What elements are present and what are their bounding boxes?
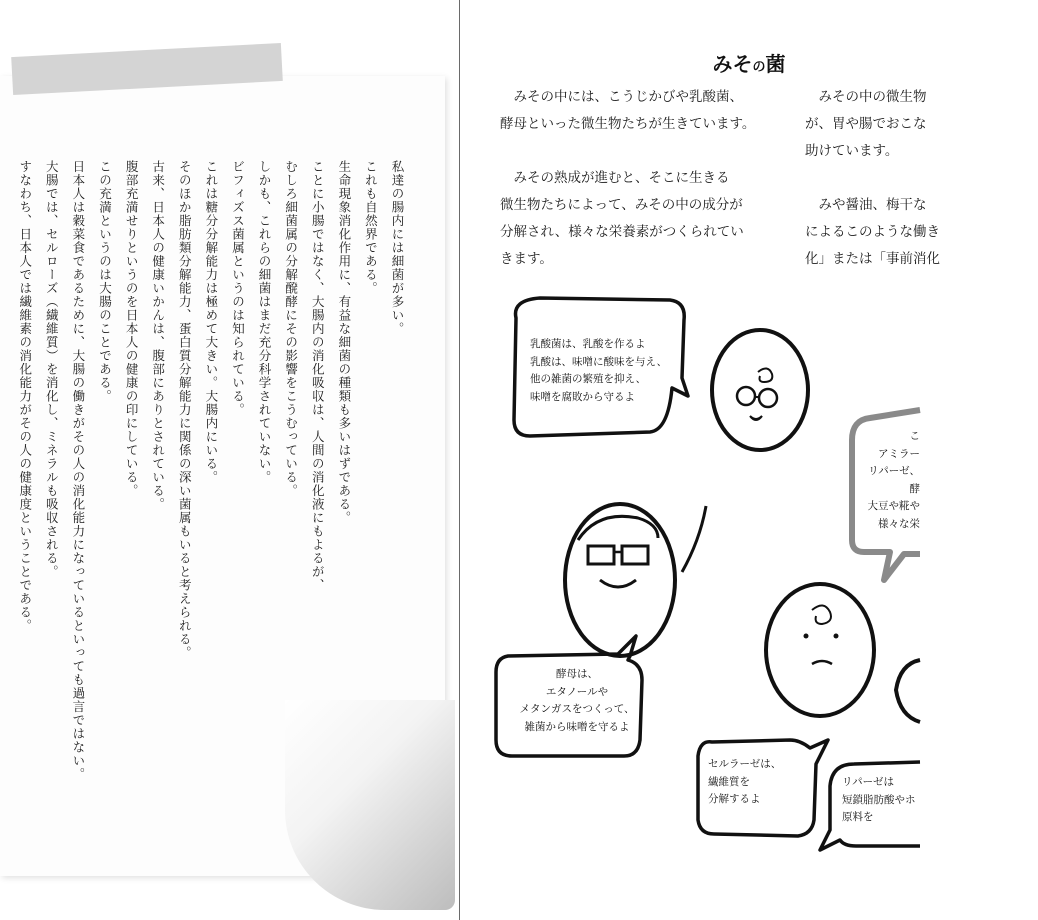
body-column-1: みその中には、こうじかびや乳酸菌、 酵母といった微生物たちが生きています。 みその熟成が進むと、そこに生きる 微生物たちによって、みその中の成分が 分解され、様々な栄養素がつくられてい きます。 <box>500 89 756 267</box>
left-page <box>0 0 459 920</box>
essay-line: ビフィズス菌属というのは知られている。 <box>230 160 246 417</box>
yeast-microbe-character <box>565 504 706 656</box>
right-page <box>460 0 940 920</box>
essay-line: 腹部充満せりというのを日本人の健康の印にしている。 <box>124 160 140 498</box>
essay-line: ことに小腸ではなく、大腸内の消化吸収は、人間の消化液にもよるが、 <box>310 160 326 592</box>
essay-line: これは糖分分解能力は極めて大きい。大腸内にいる。 <box>203 160 219 484</box>
cellulase-microbe-character <box>766 584 874 716</box>
body-column-2: みその中の微生物 が、胃や腸でおこな 助けています。 みや醤油、梅干な によるこのような働き 化」または「事前消化 <box>805 89 940 267</box>
title-particle: の <box>752 60 766 75</box>
essay-line: すなわち、日本人では繊維素の消化能力がその人の健康度ということである。 <box>17 160 33 633</box>
essay-line: この充満というのは大腸のことである。 <box>97 160 113 403</box>
bubble-text-yeast: 酵母は、 エタノールや メタンガスをつくって、 雑菌から味噌を守るよ <box>519 668 635 733</box>
essay-line: 日本人は穀菜食であるために、大腸の働きがその人の消化能力になっているといっても過言ではない。 <box>70 160 86 781</box>
title-end: 菌 <box>765 52 786 76</box>
essay-line: しかも、これらの細菌はまだ充分科学されていない。 <box>257 160 273 484</box>
essay-line: 古来、日本人の健康いかんは、腹部にありとされている。 <box>150 160 166 511</box>
vertical-essay <box>0 160 410 840</box>
essay-line: むしろ細菌属の分解醗酵にその影響をこうむっている。 <box>283 160 299 498</box>
lactic-microbe-character <box>712 330 808 450</box>
essay-line: 大腸では、セルローズ（繊維質）を消化し、ミネラルも吸収される。 <box>44 160 60 579</box>
bubble-text-lipase: リパーゼは 短鎖脂肪酸やホ 原料を <box>842 776 916 823</box>
bubble-text-cellulase: セルラーゼは、 繊維質を 分解するよ <box>708 758 782 805</box>
essay-line: これも自然界である。 <box>363 160 379 295</box>
bubble-text-koji: こ アミラー リパーゼ、 酵 大豆や糀や 様々な栄 <box>867 430 920 530</box>
essay-line: 私達の腸内には細菌が多い。 <box>390 160 405 336</box>
essay-line: 生命現象消化作用に、有益な細菌の種類も多いはずである。 <box>336 160 352 525</box>
bubble-text-lactic: 乳酸菌は、乳酸を作るよ 乳酸は、味噌に酸味を与え、 他の雑菌の繁殖を抑え、 味噌を腐敗から守るよ <box>530 338 668 403</box>
title-main: みそ <box>712 52 753 76</box>
essay-line: そのほか脂肪類分解能力、蛋白質分解能力に関係の深い菌属もいると考えられる。 <box>177 160 193 660</box>
partial-microbe <box>896 660 920 722</box>
